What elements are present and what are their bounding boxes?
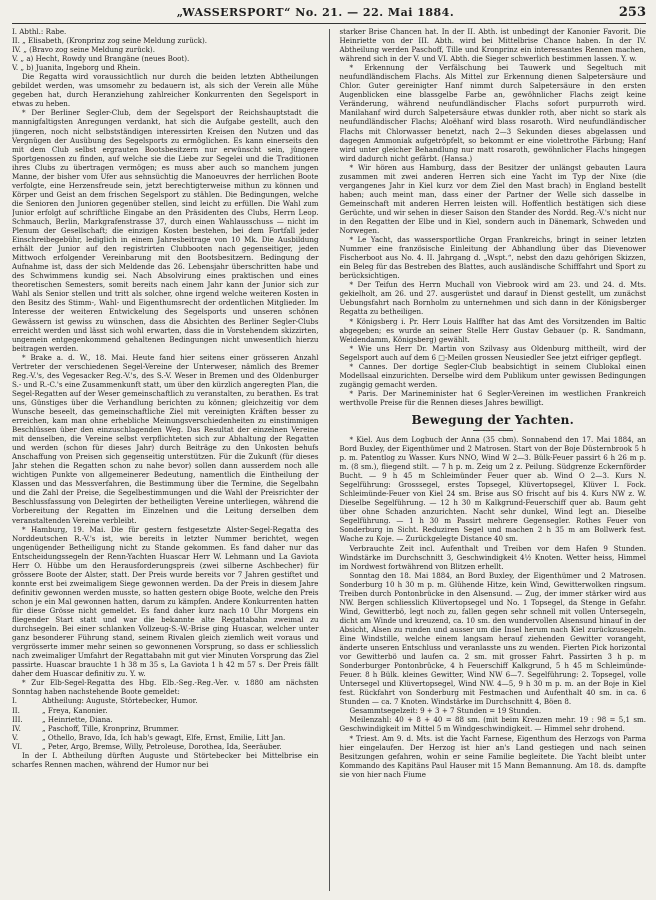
elb-row-value: „ Paschoff, Tille, Kronprinz, Brummer. [42, 723, 179, 733]
elb-row [12, 733, 319, 742]
header-rule [12, 23, 646, 24]
elb-row [12, 696, 319, 705]
section-heading: Bewegung der Yachten. [411, 412, 574, 427]
roster-line: V. „ b) Juanita, Ingeborg und Rhein. [12, 63, 141, 73]
columns [12, 27, 646, 897]
article-brake: * Brake a. d. W., 18. Mai. Heute fand hier seitens einer grösseren Anzahl Vertreter der verschiedenen Segel-Vereine der Unterweser, nämlich des Bremer Reg.-V.'s, des Vegesacker Reg.-V.'s, des S.-V. Weser in Bremen und des Oldenburger S.- und R.-C.'s eine Zusammenkunft statt, um über den kürzlich angeregten Plan, die Segel-Regatten auf der Weser gemeinschaftlich zu veranstalten, zu berathen. Es trat uns, Günstiges über die Verhandlung berichten zu können; gleichzeitig vor dem Wunsche beseelt, das gemeinschaftliche Ziel mit vereinigten Kräften besser zu erreichen, kam man ohne erhebliche Meinungsverschiedenheiten zu einstimmigen Beschlüssen über den einzuschlagenden Weg. Das Resultat der einzelnen Vereine mit denselben, die Vereine selbst verpflichteten sich zur Abhaltung der Regatten und werden (schon für dieses Jahr) durch Beiträge zu den Unkosten behufs Anschaffung von Preisen sich gegenseitig unterstützen. Für die Zukunft (für dieses Jahr stehen die Regatten schon zu nahe bevor) sollen dann ausserdem noch alle wichtigen Punkte von allgemeinerer Bedeutung, namentlich die Eintheilung der Klassen und das Messverfahren, die Bestimmung über die Termine, die Segelbahn und die Zahl der Preise, die Segelbestimmungen und die Wahl der Preisrichter der Beschlussfassung von Delegirten der betheiligten Vereine unterliegen, während die Vorbereitung der Regatten im Einzelnen und die Leitung derselben dem veranstaltenden Vereine verbleibt. [12, 352, 319, 525]
article-kiel-logbook: * Kiel. Aus dem Logbuch der Anna (35 cbm). Sonnabend den 17. Mai 1884, an Bord Buxley, der Eigenthümer und 2 Matrosen. Start von der Boje Düsternbrook 5 h p. m. Patentlog zu Wasser. Kurs NNO, Wind W 2—3. Bülk-Feuer passirt 6 h 26 m p. m. (8 sm.), fliegend stilt. — 7 h p. m. Zeig um 2 z. Peilung. Südgrenze Eckernförder Bucht. — 9 h 45 m Schleimünder Feuer quer ab. Wind O 2—3. Kurs N. Segelführung: Grosssegel, erstes Topsegel, Klüvertopsegel, Klüver I. Fock. Schleimünde-Feuer von Kiel 24 sm. Brise aus SO frischt auf bis 4. Kurs NW z. W. Dieselbe Segelführung. — 12 h 30 m Kalkgrund-Feuerschiff quer ab. Baum geht über ohne Schaden anzurichten. Nacht sehr dunkel, Wind legt an. Dieselbe Segelführung. — 1 h 30 m Passirt mehrere Gegensegler. Rothes Feuer von Sonderburg in Sicht. Reduziren Segel und machen 2 h 35 m am Bollwerk fest. Wache zu Koje. — Zurückgelegte Distance 40 sm. [339, 434, 646, 544]
elb-row-key: VI. [12, 741, 23, 751]
right-column [340, 27, 647, 897]
article-hamburg-news: * Wir hören aus Hamburg, dass der Besitzer der unlängst gebauten Laura zusammen mit zwei anderen Herren sich eine Yacht im Typ der Nixe (die vergangenes Jahr in Kiel kurz vor dem Ziel den Mast brach) in England bestellt haben; auch meint man, dass einer der Partner der Welle sich dasselbe in Gemeinschaft mit anderen Herren leisten will. Hoffentlich bestätigen sich diese Gerüchte, und wir sehen in dieser Saison den Stander des Nordd. Reg.-V.'s nicht nur in den Regatten der Elbe und in Kiel, sondern auch in Dänemark, Schweden und Norwegen. [339, 162, 646, 236]
article-elb-regatta: * Zur Elb-Segel-Regatta des Hbg. Elb.-Seg.-Reg.-Ver. v. 1880 am nächsten Sonntag haben nachstehende Boote gemeldet: [12, 678, 319, 697]
left-column [12, 27, 319, 897]
article-paragraph: starker Brise Chancen hat. In der II. Abth. ist unbedingt der Kanonier Favorit. Die Heinriette von der III. Abth. wird bei Mittelbrise Chance haben. In der IV. Abtheilung werden Paschoff, Tille und Kronprinz ein interessantes Rennen machen, während sich in der V. und VI. Abth. die Sieger schwerlich bestimmen lassen. Y. w. [339, 27, 646, 64]
column-divider [329, 29, 330, 891]
elb-row-key: III. [12, 714, 23, 724]
elb-row-value: „ Freya, Kanonier. [42, 705, 108, 715]
section-rule [473, 430, 513, 431]
elb-row-value: „ Peter, Argo, Bremse, Willy, Petroleuse, Dorothea, Ida, Seeräuber. [42, 741, 282, 751]
article-paragraph: In der I. Abtheilung dürften Auguste und Störtebecker bei Mittelbrise ein scharfes Rennen machen, während der Humor nur bei [12, 750, 319, 769]
article-triest: * Triest. Am 9. d. Mts. ist die Yacht Farnese, Eigenthum des Herzogs von Parma hier eingelaufen. Der Herzog ist hier an's Land gestiegen und nach seinen Besitzungen gefahren, wohin er seine Familie begleitete. Die Yacht bleibt unter Kommando des Kapitäns Paul Hauser mit 15 Mann Bemannung. Am 18. ds. dampfte sie von hier nach Fiume [339, 733, 646, 779]
roster-line: IV. „ (Bravo zog seine Meldung zurück). [12, 45, 155, 55]
elb-row-key: II. [12, 705, 20, 715]
elb-row [12, 724, 319, 733]
article-paragraph: Sonntag den 18. Mai 1884, an Bord Buxley, der Eigenthümer und 2 Matrosen. Sonderburg 10 h 30 m p. m. Glühende Hitze, kein Wind, Gewitterwolken ringsum. Treiben durch Pontonbrücke in den Alsensund. — Zug, der immer stärker wird aus NW. Bergen schliesslich Klüvertopsegel und No. 1 Topsegel, da Stenge in Gefahr. Wind, Gewitterbö, legt noch zu, fallen gegen sehr schnell mit vollen Untersegeln, dicht am Winde und kreuzend, ca. 10 sm. den wundervollen Alsensund hinauf in der Absicht, Alsen zu runden und ausser um die Insel herum nach Kiel zurückzusegeln. Eine Windstille, welche einem langsam herauf ziehenden Gewitter vorangeht, änderte unseren Entschluss und veranlasste uns zu wenden. Fierten Pick horizontal vor Gewitterbö und laufen ca. 2 sm. mit grosser Fahrt. Passirten 3 h p. m Sonderburger Pontonbrücke, 4 h Feuerschiff Kalkgrund, 5 h 45 m Schleimünde-Feuer. 8 h Bülk. kleines Gewitter, Wind NW 6—7. Segelführung: 2. Topsegel, volle Untersegel und Klüvertopsegel, Wind NW. 4—5, 9 h 30 m p. m. an der Boje in Kiel fest. Rückfahrt von Sonderburg mit Festmachen und Aufenthalt 40 sm. in ca. 6 Stunden — ca. 7 Knoten. Windstärke im Durchschnitt 4, Böen 8. [339, 570, 646, 707]
roster-line: II. „ Elisabeth, (Kronprinz zog seine Meldung zurück). [12, 36, 208, 46]
mileage: Meilenzahl: 40 + 8 + 40 = 88 sm. (mit beim Kreuzen mehr. 19 : 98 = 5,1 sm. Geschwindigkeit im Mittel 5 m Windgeschwindigkeit. — Himmel sehr drohend. [339, 715, 646, 734]
elb-row [12, 715, 319, 724]
roster-line: I. Abthl.: Rabe. [12, 27, 67, 36]
article-berliner-segler-club: * Der Berliner Segler-Club, dem der Segelsport der Reichshauptstadt die mannigfaltigsten Anregungen verdankt, hat sich die Aufgabe gestellt, auch den jüngeren, noch nicht selbstständigen interessirten Kreisen den Nutzen und das Vergnügen der Ausübung des Segelsports zu ermöglichen. Es kann einerseits den mit dem Club selbst ergrauten Bootsbesitzern nur erwünscht sein, jüngere Sportgenossen zu finden, auf welche sie die Liebe zur Segelei und die Traditionen ihres Clubs zu übertragen vermögen; es muss aber auch so manchem jungen Manne, der bisher vom Ufer aus sehnsüchtig die Manoeuvres der herrlichen Boote verfolgte, eine Herzensfreude sein, jetzt berechtigterweise mithun zu können und Körper und Geist an dem frischen Segelsport zu stählen. Die Bedingungen, welche die Senioren den Junioren gegenüber stellen, sind leicht zu erfüllen. Die Wahl zum Junior erfolgt auf schriftliche Eingabe an den Präsidenten des Clubs, Herrn Leop. Schmauch, Berlin, Markgrafenstrasse 37, durch einen Wahlausschuss — nicht im Plenum der Gesellschaft; die einzigen Kosten bestehen, bei dem Fortfall jeder Einschreibegebühr, lediglich in einem Jahresbeitrage von 10 Mk. Die Ausbildung erhält der Junior auf den registrirten Clubbooten nach gegenseitiger, jeden Mittwoch erfolgender Vereinbarung mit den Bootsbesitzern. Bedingung der Aufnahme ist, dass der sich Meldende das 26. Lebensjahr überschritten habe und des Schwimmens kundig sei. Nach Absolvirung eines praktischen und eines theoretischen Semesters, somit bereits nach einem Jahr kann der Junior sich zur Wahl als Senior stellen und tritt als solcher, ohne irgend welche weiteren Kosten in den Besitz des Stimm-, Wahl- und Eigenthumsrecht der ordentlichen Mitglieder. Im Interesse der weiteren Entwickelung des Segelsports und unseren schönen Gewässern ist gewiss zu wünschen, dass die Absichten des Berliner Segler-Clubs erreicht werden und lässt sich wohl erwarten, dass die in Vorstehendem skizzirten, ungemein entgegenkommend gehaltenen Bedingungen nicht unwesentlich hierzu beitragen werden. [12, 108, 319, 353]
article-szilvasy: * Wie uns Herr Dr. Martin von Szilvasy aus Oldenburg mittheilt, wird der Segelsport auch auf dem 6 □-Meilen grossen Neusiedler See jetzt eifriger gepflegt. [339, 343, 646, 362]
article-teifun: * Der Teifun des Herrn Muchall von Viebrook wird am 23. und 24. d. Mts. gekielholt, am 26. und 27. ausgerüstet und darauf in Dienst gestellt, um zunächst Uebungsfahrt nach Bornholm zu unternehmen und sich dann in der Königsberger Regatta zu betheiligen. [339, 280, 646, 317]
total-sailing-time: Gesammtsegelzeit: 9 + 3 + 7 Stunden = 19 Stunden. [349, 706, 542, 716]
article-le-yacht: * Le Yacht, das wassersportliche Organ Frankreichs, bringt in seiner letzten Nummer eine französische Einleitung der Abhandlung über das Dievenower Fischerboot aus No. 4. II. Jahrgang d. „Wspt.“, nebst den dazu gehörigen Skizzen, ein Beleg für das Bestreben des Blattes, auch ausländische Schifffahrt und Sport zu berücksichtigen. [339, 235, 646, 281]
article-paris: * Paris. Der Marineminister hat 6 Segler-Vereinen im westlichen Frankreich werthvolle Preise für die Rennen dieses Jahres bewilligt. [339, 388, 646, 407]
article-erkennung: * Erkennung der Verfälschung bei Tauwerk und Segeltuch mit neufundländischem Flachs. Als Mittel zur Erkennung dienen Salpetersäure und Chlor. Guter gereinigter Hanf nimmt durch Salpetersäure in den ersten Augenblicken eine blassgelbe Farbe an, gewöhnlicher Flachs zeigt keine Veränderung, während neufundländischer Flachs sofort purpurroth wird. Manilahanf wird durch Salpetersäure etwas dunkler roth, aber nicht so stark als neufundländischer Flachs; Aloëhanf wird blass rosaroth. Wird neufundländischer Flachs mit Chlorwasser benetzt, nach 2—3 Sekunden dieses abgelassen und dagegen Ammoniak aufgetröpfelt, so bekommt er eine violettrothe Färbung; Hanf wird unter gleicher Behandlung nur matt rosaroth, gewöhnlicher Flachs hingegen wird dadurch nicht gefärbt. (Hansa.) [339, 63, 646, 163]
article-paragraph: Verbrauchte Zeit incl. Aufenthalt und Treiben vor dem Hafen 9 Stunden. Windstärke im Durchschnitt 3, Geschwindigkeit 4½ Knoten. Wetter heiss, Himmel im Nordwest fortwährend von Blitzen erhellt. [339, 543, 646, 571]
page-header [12, 5, 646, 22]
page-number: 253 [618, 5, 646, 20]
elb-row-value: „ Heinriette, Diana. [42, 714, 113, 724]
publication-title: „WASSERSPORT“ No. 21. — 22. Mai 1884. [176, 6, 455, 19]
article-cannes: * Cannes. Der dortige Segler-Club beabsichtigt in seinem Clublokal einen Modellsaal einzurichten. Derselbe wird dem Publikum unter gewissen Bedingungen zugängig gemacht werden. [339, 361, 646, 389]
article-paragraph: Die Regatta wird voraussichtlich nur durch die beiden letzten Abtheilungen gebildet werden, was umsomehr zu bedauern ist, als sich der Verein alle Mühe gegeben hat, durch Heranziehung zahlreicher Konkurrenten den Segelsport in etwas zu heben. [12, 72, 319, 109]
elb-row-value: Abtheilung: Auguste, Störtebecker, Humor. [42, 696, 198, 706]
elb-row [12, 706, 319, 715]
elb-row [12, 742, 319, 751]
elb-row-value: „ Othello, Bravo, Ida, Ich hab's gewagt, Elfe, Ernst, Emilie, Litt Jan. [42, 732, 286, 742]
elb-row-key: IV. [12, 723, 21, 733]
roster-line: V. „ a) Hecht, Rowdy und Brangäne (neues Boot). [12, 54, 190, 64]
article-hamburg: * Hamburg, 19. Mai. Die für gestern festgesetzte Alster-Segel-Regatta des Norddeutschen R.-V.'s ist, wie bereits in letzter Nummer berichtet, wegen ungenügender Betheiligung nicht zu Stande gekommen. Es fand daher nur das Entscheidungssegeln der Renn-Yachten Huascar Herr W. Lehmann und La Gaviota Herr O. Hübbe um den Herausforderungspreis (zwei silberne Aschbecher) für grössere Boote der Alster, statt. Der Preis wurde bereits vor 7 Jahren gestiftet und konnte erst bei zweimaligem Siege gewonnen werden. Da der Preis in diesem Jahre definitiv gewonnen werden musste, so hatten gestern obige Boote, welche den Preis schon je ein Mal gewonnen hatten, darum zu kämpfen. Andere Konkurrenten hatten für diese Grösse nicht gemeldet. Es fand daher kurz nach 10 Uhr Morgens ein fliegender Start statt und war die bekannte alte Regattabahn zweimal zu durchsegeln. Bei einer schlanken Vollzeug-S.-W.-Brise ging Huascar, welcher unter ganz besonderer Führung stand, seinem Rivalen gleich ziemlich weit voraus und vergrösserte immer mehr seinen so gewonnenen Vorsprung, so dass er schliesslich nach zweimaliger Umfahrt der Regattabahn mit gut vier Minuten Vorsprung das Ziel passirte. Huascar brauchte 1 h 38 m 35 s, La Gaviota 1 h 42 m 57 s. Der Preis fällt daher dem Huascar definitiv zu. Y. w. [12, 524, 319, 679]
elb-row-key: I. [12, 696, 18, 706]
elb-row-key: V. [12, 732, 19, 742]
article-koenigsberg: * Königsberg i. Pr. Herr Louis Halffter hat das Amt des Vorsitzenden im Baltic abgegeben; es wurde an seiner Stelle Herr Gustav Gebauer (p. R. Sandmann, Weidendamm, Königsberg) gewählt. [339, 316, 646, 344]
